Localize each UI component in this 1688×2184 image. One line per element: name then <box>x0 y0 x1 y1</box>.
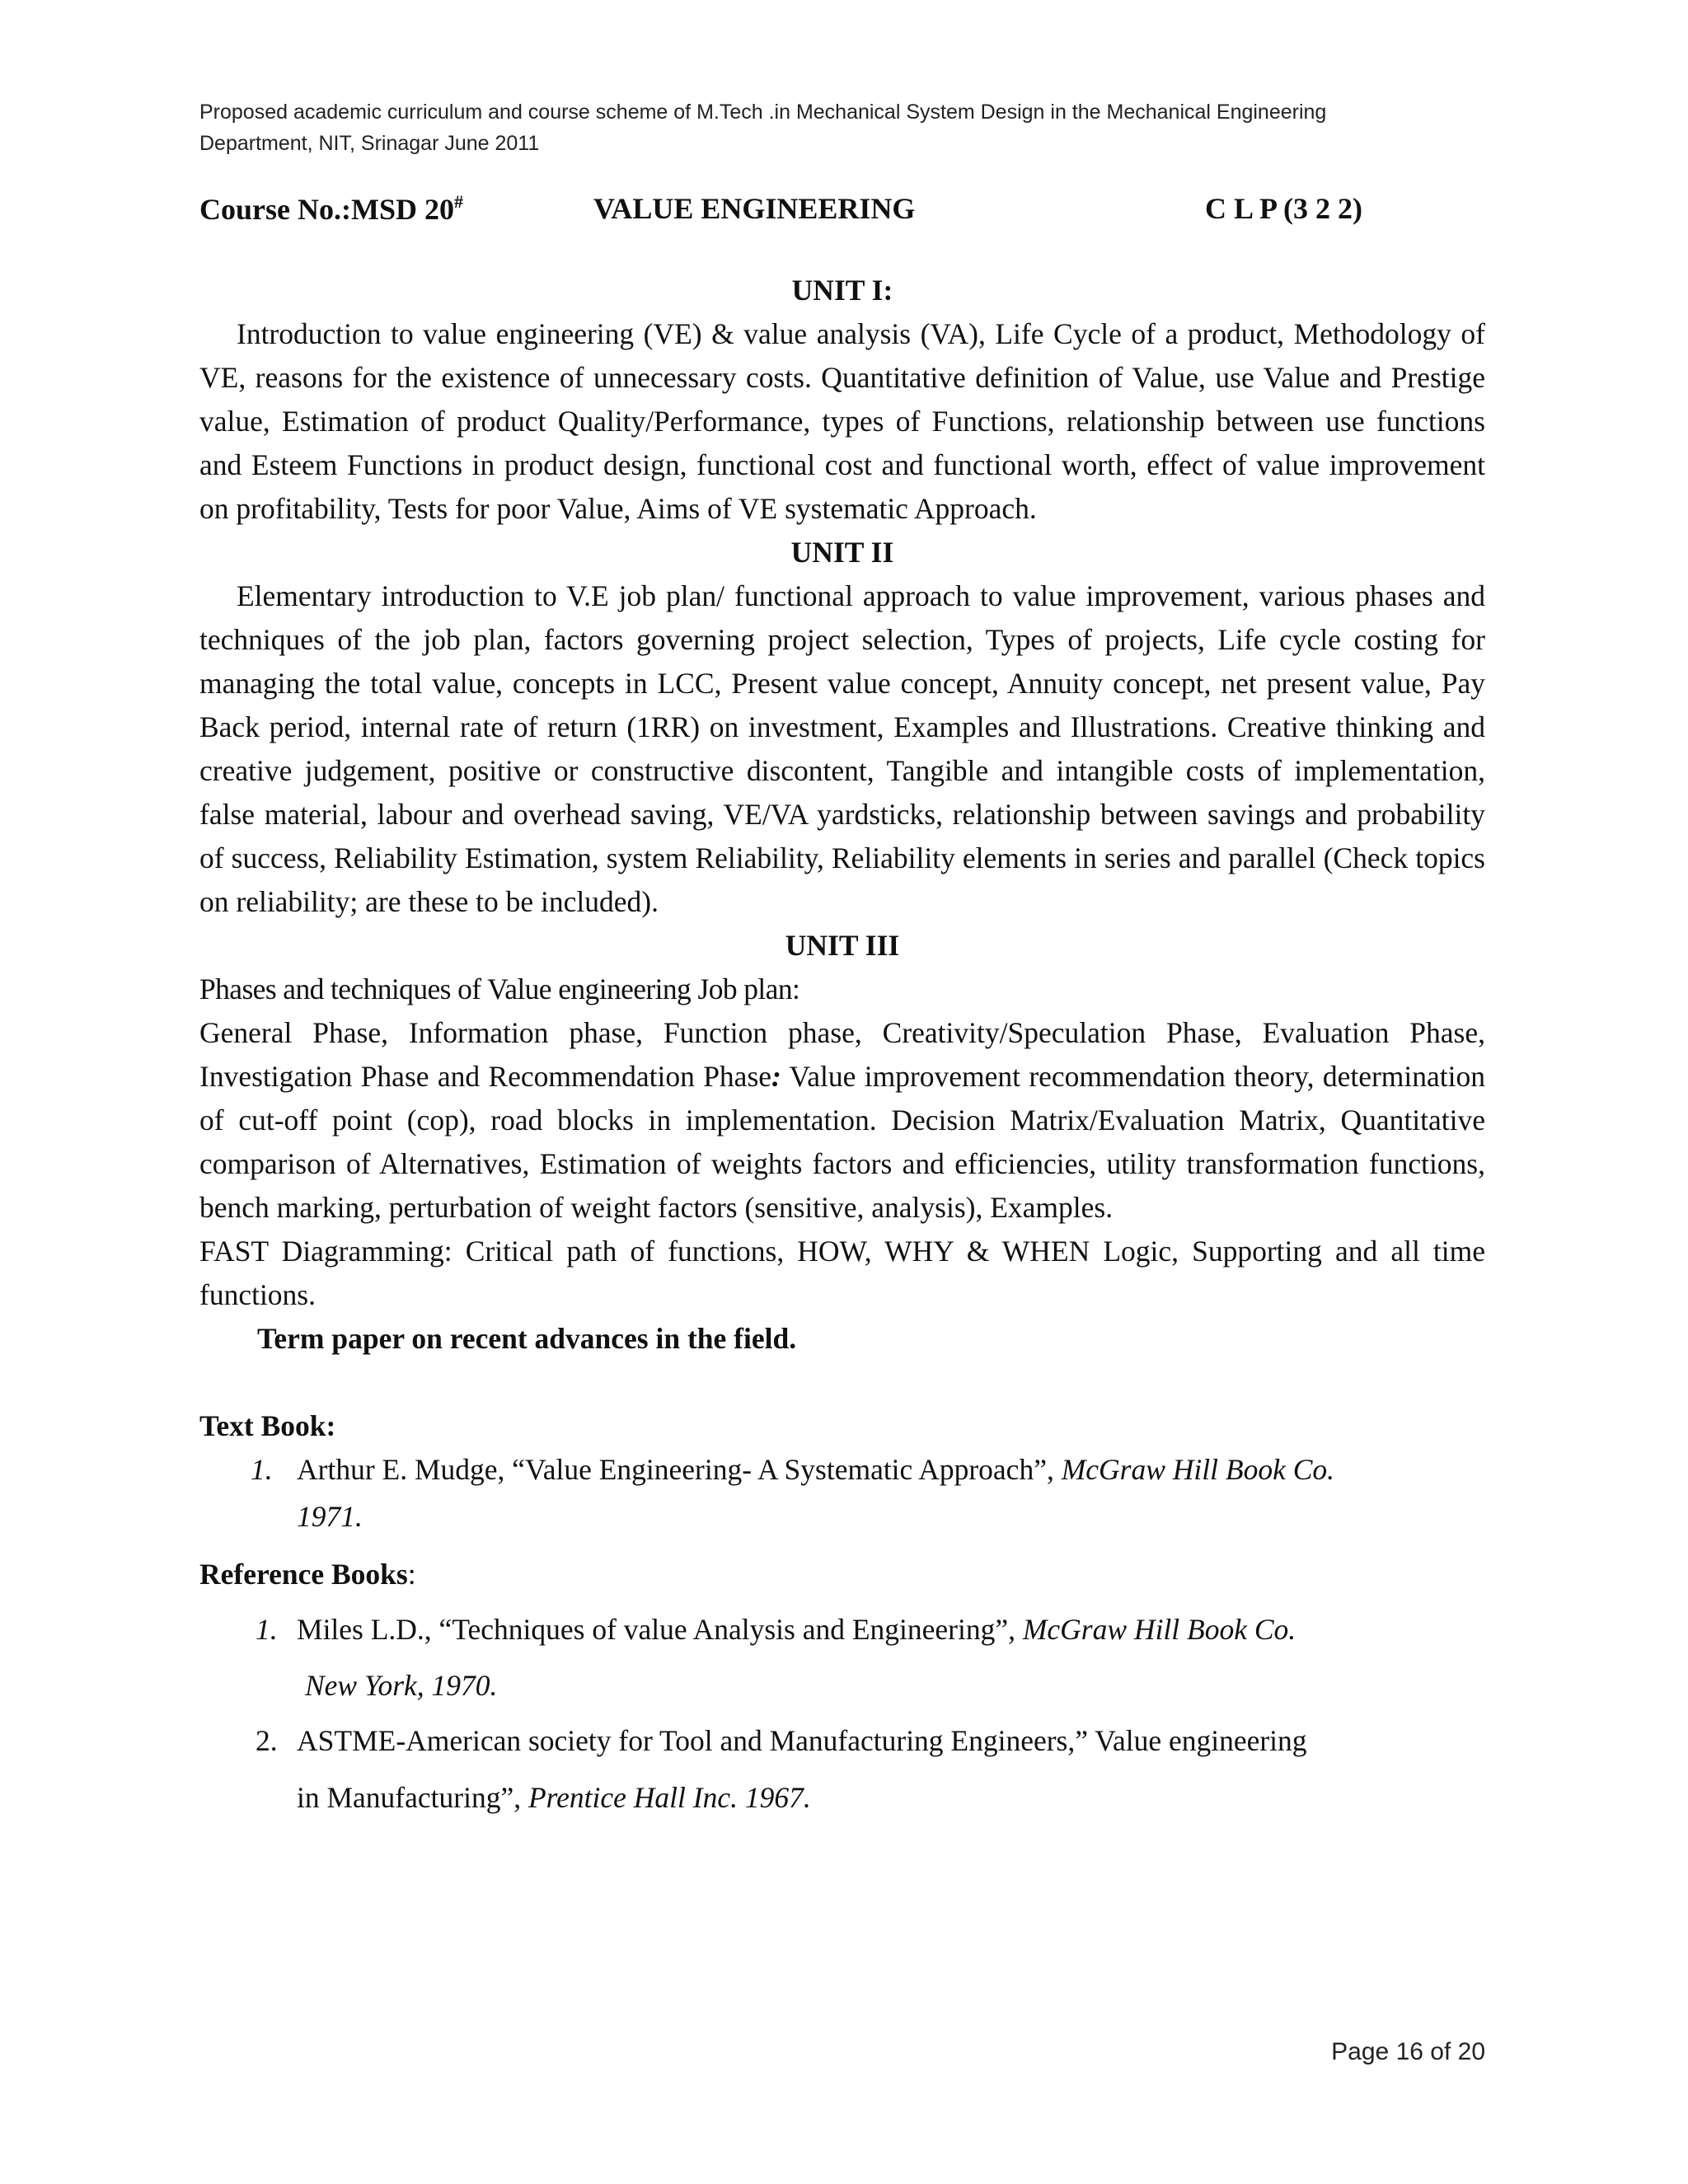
page-number: Page 16 of 20 <box>1331 2038 1485 2065</box>
reference-books-heading: Reference Books: <box>199 1558 416 1591</box>
text-book-item: 1. Arthur E. Mudge, “Value Engineering- A Systematic Approach”, McGraw Hill Book Co. <box>199 1448 1485 1492</box>
reference-book-item-publisher: New York, 1970. <box>305 1669 498 1702</box>
unit-2-text: Elementary introduction to V.E job plan/ functional approach to value improvement, various phases and techniques of the job plan, factors governing project selection, Types of projects, Life cycle costing for managing the total value, concepts in LCC, Present value concept, Annuity concept, net present value, Pay Back period, internal rate of return (1RR) on investment, Examples and Illustrations. Creative thinking and creative judgement, positive or constructive discontent, Tangible and intangible costs of implementation, false material, labour and overhead saving, VE/VA yardsticks, relationship between savings and probability of success, Reliability Estimation, system Reliability, Reliability elements in series and parallel (Check topics on reliability; are these to be included). <box>199 579 1485 918</box>
course-credits: C L P (3 2 2) <box>1205 192 1363 225</box>
text-book-heading: Text Book: <box>199 1409 336 1442</box>
course-number: Course No.:MSD 20# <box>199 191 463 226</box>
list-number: 1. <box>251 1453 273 1486</box>
header-line-1: Proposed academic curriculum and course scheme of M.Tech .in Mechanical System Design in the Mechanical Engineering <box>199 101 1327 124</box>
list-number: 1. <box>256 1613 278 1646</box>
unit-1-title: UNIT I: <box>791 274 893 307</box>
unit-3-title: UNIT III <box>785 929 900 962</box>
unit-3-intro: Phases and techniques of Value engineering Job plan: <box>199 972 800 1005</box>
page-header <box>199 96 1485 159</box>
list-number: 2. <box>256 1724 278 1757</box>
book-publisher: Prentice Hall Inc. 1967. <box>528 1781 811 1814</box>
course-number-superscript: # <box>453 191 463 212</box>
reference-book-item-continued: in Manufacturing”, Prentice Hall Inc. 1967. <box>297 1781 811 1814</box>
book-publisher: McGraw Hill Book Co. <box>1022 1613 1296 1646</box>
reference-book-item: 1. Miles L.D., “Techniques of value Analysis and Engineering”, McGraw Hill Book Co. <box>199 1601 1485 1658</box>
text-book-item-year: 1971. <box>297 1500 363 1533</box>
term-paper-note: Term paper on recent advances in the field. <box>257 1322 797 1355</box>
course-heading <box>199 191 1485 232</box>
header-line-2: Department, NIT, Srinagar June 2011 <box>199 132 540 155</box>
reference-book-item: 2. ASTME-American society for Tool and Manufacturing Engineers,” Value engineering <box>199 1713 1485 1769</box>
unit-3-text: General Phase, Information phase, Function phase, Creativity/Speculation Phase, Evaluation Phase, Investigation Phase and Recommendation Phase: Value improvement recommendation theory, determination of cut-off point (cop), road blocks in implementation. Decision Matrix/Evaluation Matrix, Quantitative comparison of Alternatives, Estimation of weights factors and efficiencies, utility transformation functions, bench marking, perturbation of weight factors (sensitive, analysis), Examples. <box>199 1016 1485 1224</box>
fast-diagramming-text: FAST Diagramming: Critical path of functions, HOW, WHY & WHEN Logic, Supporting and all time functions. <box>199 1235 1485 1311</box>
unit-2-title: UNIT II <box>790 536 894 569</box>
book-publisher: McGraw Hill Book Co. <box>1061 1453 1335 1486</box>
document-body <box>199 269 1485 1826</box>
unit-1-text: Introduction to value engineering (VE) & value analysis (VA), Life Cycle of a product, Methodology of VE, reasons for the existence of unnecessary costs. Quantitative definition of Value, use Value and Prestige value, Estimation of product Quality/Performance, types of Functions, relationship between use functions and Esteem Functions in product design, functional cost and functional worth, effect of value improvement on profitability, Tests for poor Value, Aims of VE systematic Approach. <box>199 317 1485 525</box>
course-title: VALUE ENGINEERING <box>593 192 916 225</box>
